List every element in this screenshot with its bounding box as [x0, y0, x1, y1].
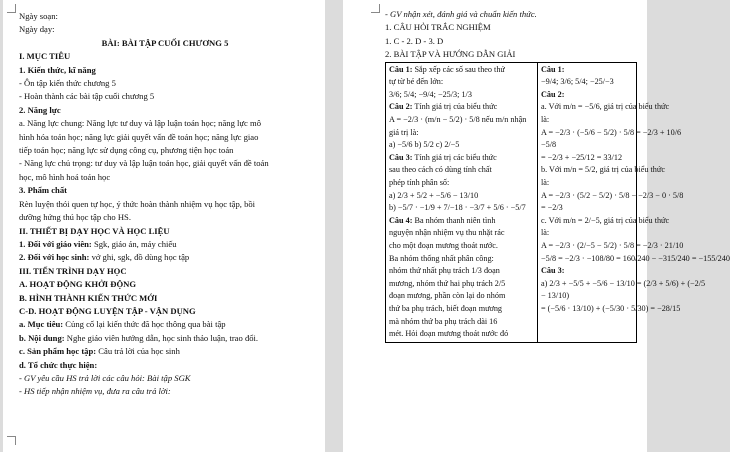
text-line: sau theo cách có dùng tính chất	[389, 165, 492, 175]
line-lead: c. Sản phẩm học tập:	[19, 346, 97, 357]
text-line: cho một đoạn mương thoát nước.	[389, 240, 498, 250]
text-line: Rèn luyện thói quen tự học, ý thức hoàn thành nhiệm vụ học tập, bồi	[19, 198, 256, 209]
text-line	[19, 332, 311, 345]
text-line	[389, 64, 534, 77]
text-line: 2. Năng lực	[19, 104, 61, 115]
line-rest: vở ghi, sgk, đồ dùng học tập	[89, 252, 190, 263]
line-lead: b. Nội dung:	[19, 332, 65, 343]
text-line: 1. Kiến thức, kĩ năng	[19, 64, 96, 75]
text-line: là:	[541, 115, 550, 124]
text-line: III. TIẾN TRÌNH DẠY HỌC	[19, 265, 127, 276]
text-line: - Ôn tập kiến thức chương 5	[19, 78, 116, 89]
text-line: Ba nhóm thống nhất phân công:	[389, 253, 494, 263]
text-line: Câu 3:	[541, 266, 565, 276]
text-line: A. HOẠT ĐỘNG KHỞI ĐỘNG	[19, 279, 137, 290]
text-line: b) −5/7 · −1/9 + 7/−18 · −3/7 + 5/6 · −5/7	[389, 203, 526, 213]
text-line: 3. Phẩm chất	[19, 185, 67, 196]
text-line: - GV nhận xét, đánh giá và chuẩn kiến thức.	[385, 9, 537, 19]
text-line: nguyện nhận nhiệm vụ thu nhặt rác	[389, 228, 505, 238]
text-line: là:	[541, 177, 550, 187]
text-line: - HS tiếp nhận nhiệm vụ, đưa ra câu trả lời:	[19, 386, 171, 397]
line-lead: 2. Đối với học sinh:	[19, 252, 90, 263]
line-rest: Ba nhóm thanh niên tình	[412, 215, 496, 225]
text-line: mét. Hỏi đoạn mương thoát nước đó	[389, 329, 509, 339]
text-line: Câu 1:	[541, 64, 565, 74]
text-line: −5/8 = −2/3 · −108/80 = 160/240 − −315/240 = −155/240	[541, 253, 730, 263]
text-line: mương, nhóm thứ hai phụ trách 2/5	[389, 278, 506, 288]
text-line: a) 2/3 + −5/5 + −5/6 − 13/10 = (2/3 + 5/6) + (−2/5	[541, 278, 706, 288]
line-lead: Câu 1:	[389, 64, 413, 74]
text-line: BÀI: BÀI TẬP CUỐI CHƯƠNG 5	[101, 37, 229, 48]
text-line: d. Tổ chức thực hiện:	[19, 359, 98, 370]
text-line: Ngày dạy:	[19, 24, 55, 35]
text-line: c. Với m/n = 2/−5, giá trị của biểu thức	[541, 215, 670, 225]
line-lead: Câu 2:	[389, 102, 413, 112]
text-line: − 13/10)	[541, 291, 570, 301]
corner-mark	[7, 4, 16, 13]
text-line: học, mô hình hoá toán học	[19, 171, 111, 182]
text-line: đoạn mương, phần còn lại do nhóm	[389, 291, 506, 301]
text-line: A = −2/3 · (−5/6 − 5/2) · 5/8 = −2/3 + 10/6	[541, 127, 682, 137]
line-rest: Sgk, giáo án, máy chiếu	[91, 238, 177, 249]
text-line	[19, 345, 311, 358]
line-lead: Câu 4:	[389, 215, 413, 225]
corner-mark	[7, 436, 16, 445]
line-lead: - GV yêu cầu HS trả lời các câu hỏi:	[19, 372, 145, 383]
text-line: 1. C - 2. D - 3. D	[385, 35, 444, 46]
text-line: Ngày soạn:	[19, 11, 58, 21]
line-rest: Tính giá trị các biểu thức	[412, 152, 497, 162]
text-line	[19, 238, 311, 251]
text-line: nhóm thứ nhất phụ trách 1/3 đoạn	[389, 266, 500, 276]
left-page-text	[19, 10, 311, 399]
line-rest: Sắp xếp các số sau theo thứ	[412, 64, 505, 74]
line-lead: 1. Đối với giáo viên:	[19, 238, 92, 249]
line-rest: Tính giá trị của biểu thức	[412, 102, 498, 112]
text-line: tiếp toán học; năng lực sử dụng công cụ, phương tiện học toán	[19, 145, 234, 156]
text-line: C-D. HOẠT ĐỘNG LUYỆN TẬP - VẬN DỤNG	[19, 305, 196, 316]
left-document-page	[3, 0, 325, 452]
text-line	[389, 101, 534, 114]
text-line: II. THIẾT BỊ DẠY HỌC VÀ HỌC LIỆU	[19, 225, 170, 236]
text-line	[19, 318, 311, 331]
line-lead: Câu 3:	[389, 152, 413, 162]
line-rest: Bài tập SGK	[144, 372, 191, 383]
text-line: 1. CÂU HỎI TRẮC NGHIỆM	[385, 22, 491, 33]
text-line	[389, 152, 534, 165]
text-line	[19, 372, 311, 385]
line-rest: Nghe giáo viên hướng dẫn, học sinh thảo luận, trao đổi.	[64, 332, 259, 343]
text-line: −9/4; 3/6; 5/4; −25/−3	[541, 77, 614, 87]
text-line: a. Năng lực chung: Năng lực tư duy và lập luận toán học; năng lực mô	[19, 118, 262, 129]
text-line: dưỡng hứng thú học tập cho HS.	[19, 212, 131, 223]
text-line: tự từ bé đến lớn:	[389, 77, 444, 87]
text-line	[19, 251, 311, 264]
text-line: 2. BÀI TẬP VÀ HƯỚNG DẪN GIẢI	[385, 49, 516, 60]
text-line: 3/6; 5/4; −9/4; −25/3; 1/3	[389, 89, 472, 99]
text-line: = (−5/6 · 13/10) + (−5/30 · 5/30) = −28/15	[541, 303, 681, 313]
right-document-page	[343, 0, 730, 452]
text-line: A = −2/3 · (m/n − 5/2) · 5/8 nếu m/n nhận	[389, 115, 527, 124]
text-line: - Năng lực chủ trọng: tư duy và lập luận toán học, giải quyết vấn đề toán	[19, 158, 269, 169]
text-line: hình hóa toán học; năng lực giải quyết vấn đề toán học; năng lực giao	[19, 131, 259, 142]
text-line: b. Với m/n = 5/2, giá trị của biểu thức	[541, 165, 665, 175]
line-rest: Câu trả lời của học sinh	[96, 346, 180, 357]
line-rest: Củng cố lại kiến thức đã học thông qua bài tập	[63, 319, 226, 330]
text-line: a) 2/3 + 5/2 + −5/6 − 13/10	[389, 190, 479, 200]
text-line: −5/8	[541, 140, 557, 150]
right-page-header-text	[385, 8, 637, 62]
text-line	[389, 215, 534, 228]
line-lead: a. Mục tiêu:	[19, 319, 64, 330]
text-line: a) −5/6 b) 5/2 c) 2/−5	[389, 140, 460, 150]
text-line: Câu 2:	[541, 89, 565, 99]
text-line: A = −2/3 · (5/2 − 5/2) · 5/8 − −2/3 − 0 · 5/8	[541, 190, 684, 200]
text-line: giá trị là:	[389, 127, 419, 137]
text-line: I. MỤC TIÊU	[19, 51, 71, 62]
exercise-questions-cell	[386, 62, 538, 342]
text-line: mà nhóm thứ ba phụ trách dài 16	[389, 316, 498, 326]
text-line: - Hoàn thành các bài tập cuối chương 5	[19, 91, 155, 102]
text-line: = −2/3	[541, 203, 563, 213]
text-line: a. Với m/n = −5/6, giá trị của biểu thức	[541, 102, 670, 112]
text-line: là:	[541, 228, 550, 238]
text-line: phép tính phân số:	[389, 177, 450, 187]
text-line: thứ ba phụ trách, biết đoạn mương	[389, 303, 503, 313]
text-line: B. HÌNH THÀNH KIẾN THỨC MỚI	[19, 292, 158, 303]
corner-mark	[371, 4, 380, 13]
exercise-table	[385, 62, 730, 343]
text-line: A = −2/3 · (2/−5 − 5/2) · 5/8 = −2/3 · 21/10	[541, 240, 684, 250]
exercise-solutions-cell	[538, 62, 730, 342]
text-line: = −2/3 + −25/12 = 33/12	[541, 152, 623, 162]
